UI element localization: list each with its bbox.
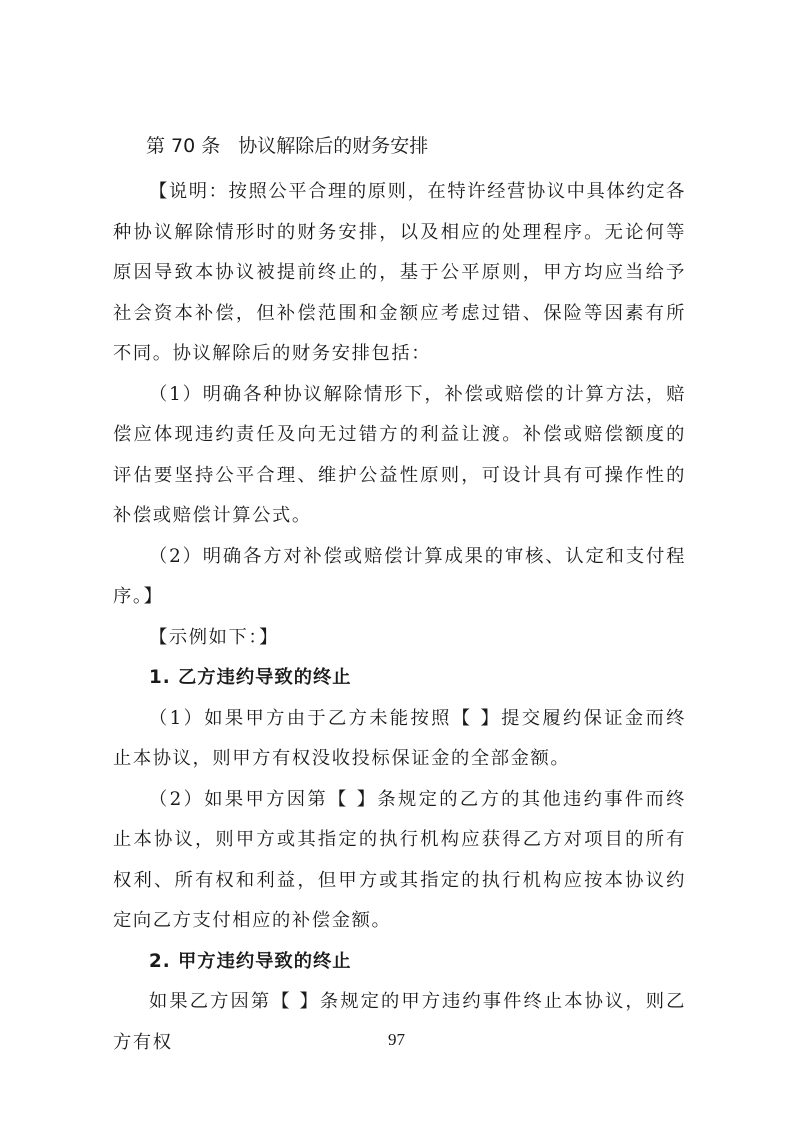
note-paragraph: 【说明：按照公平合理的原则，在特许经营协议中具体约定各种协议解除情形时的财务安排，以及相应的处理程序。无论何等原因导致本协议被提前终止的，基于公平原则，甲方均应当给予社会资本补偿，但补偿范围和金额应考虑过错、保险等因素有所不同。协议解除后的财务安排包括：: [113, 181, 686, 364]
subsection-1-title: 1. 乙方违约导致的终止: [149, 667, 352, 688]
note-item-1: （1）明确各种协议解除情形下，补偿或赔偿的计算方法，赔偿应体现违约责任及向无过错方的利益让渡。补偿或赔偿额度的评估要坚持公平合理、维护公益性原则，可设计具有可操作性的补偿或赔偿计算公式。: [113, 383, 686, 526]
section-heading: [146, 131, 428, 158]
document-body: [113, 172, 686, 1063]
page-number: 97: [388, 1030, 405, 1049]
note-item-2: （2）明确各方对补偿或赔偿计算成果的审核、认定和支付程序。】: [113, 545, 686, 607]
subsection-2-title: 2. 甲方违约导致的终止: [149, 950, 352, 972]
subsection-1-item-1: （1）如果甲方由于乙方未能按照【 】提交履约保证金而终止本协议，则甲方有权没收投标保证金的全部金额。: [113, 707, 686, 769]
section-number: 第 70 条: [146, 135, 221, 157]
subsection-2-paragraph: 如果乙方因第【 】条规定的甲方违约事件终止本协议，则乙方有权: [113, 991, 686, 1053]
section-title: 协议解除后的财务安排: [238, 135, 429, 157]
example-label: 【示例如下：】: [149, 626, 280, 648]
subsection-1-item-2: （2）如果甲方因第【 】条规定的乙方的其他违约事件而终止本协议，则甲方或其指定的执行机构应获得乙方对项目的所有权利、所有权和利益，但甲方或其指定的执行机构应按本协议约定向乙方支付相应的补偿金额。: [113, 788, 686, 931]
